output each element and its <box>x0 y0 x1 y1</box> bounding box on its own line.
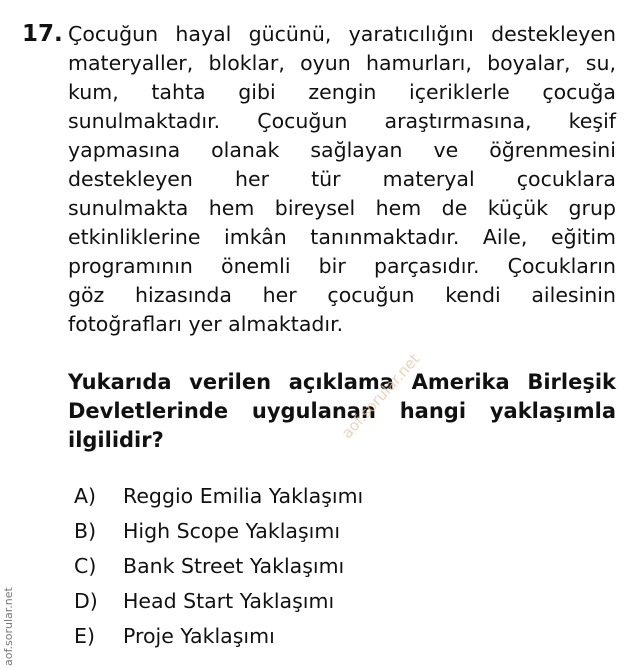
option-a[interactable] <box>74 478 363 513</box>
paragraph-line: Çocuğun hayal gücünü, yaratıcılığını destekleyen <box>68 22 616 46</box>
diagonal-watermark: aof.sorular.net <box>338 350 424 443</box>
option-letter: E) <box>74 623 95 648</box>
prompt-line: Devletlerinde uygulanan hangi yaklaşımla <box>68 399 616 423</box>
option-b[interactable] <box>74 513 363 548</box>
question-prompt <box>68 368 616 455</box>
paragraph-line: kum, tahta gibi zengin içeriklerle çocuğa <box>68 80 616 104</box>
paragraph-line: destekleyen her tür materyal çocuklara <box>68 167 616 191</box>
paragraph-line: fotoğrafları yer almaktadır. <box>68 312 344 336</box>
side-watermark: aof.sorular.net <box>2 587 15 666</box>
option-e[interactable] <box>74 618 363 653</box>
paragraph-line: materyaller, bloklar, oyun hamurları, boyalar, su, <box>68 51 616 75</box>
option-text: Reggio Emilia Yaklaşımı <box>123 483 364 508</box>
paragraph-line: göz hizasında her çocuğun kendi ailesinin <box>68 283 616 307</box>
paragraph-line: etkinliklerine imkân tanınmaktadır. Aile, eğitim <box>68 225 616 249</box>
prompt-line: ilgilidir? <box>68 428 164 452</box>
paragraph-line: programının önemli bir parçasıdır. Çocukların <box>68 254 616 278</box>
question-paragraph <box>68 20 616 339</box>
option-d[interactable] <box>74 583 363 618</box>
option-letter: C) <box>74 553 97 578</box>
option-text: Bank Street Yaklaşımı <box>123 553 345 578</box>
answer-options <box>74 478 363 653</box>
option-letter: A) <box>74 483 97 508</box>
prompt-line: Yukarıda verilen açıklama Amerika Birleşik <box>68 370 616 394</box>
paragraph-line: sunulmakta hem bireysel hem de küçük grup <box>68 196 616 220</box>
paragraph-line: yapmasına olanak sağlayan ve öğrenmesini <box>68 138 616 162</box>
option-c[interactable] <box>74 548 363 583</box>
option-text: Head Start Yaklaşımı <box>123 588 335 613</box>
paragraph-line: sunulmaktadır. Çocuğun araştırmasına, keşif <box>68 109 616 133</box>
option-letter: B) <box>74 518 97 543</box>
question-number: 17. <box>22 21 63 47</box>
option-text: High Scope Yaklaşımı <box>123 518 341 543</box>
option-letter: D) <box>74 588 98 613</box>
option-text: Proje Yaklaşımı <box>123 623 275 648</box>
